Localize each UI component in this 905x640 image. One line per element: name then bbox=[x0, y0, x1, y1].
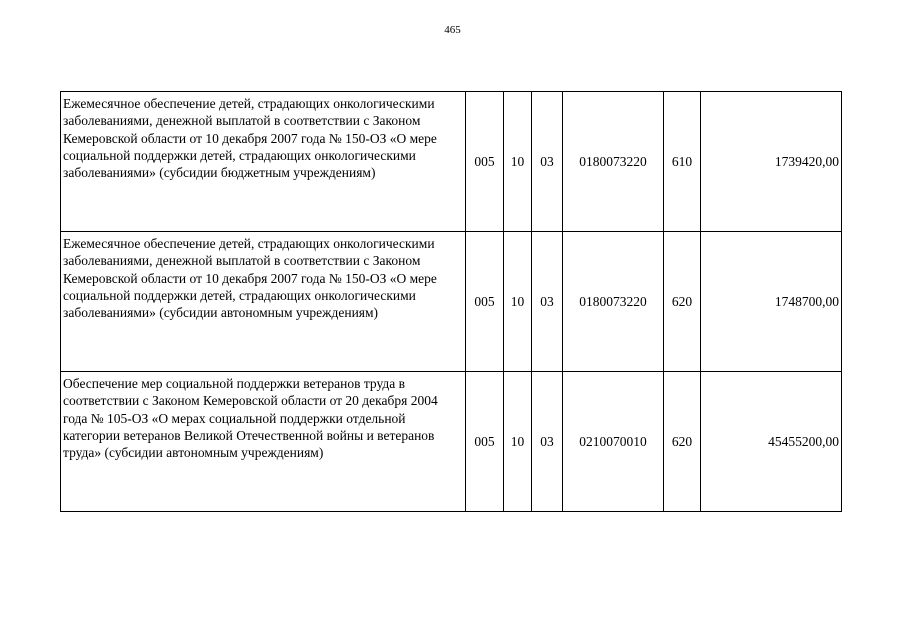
expense-type-cell: 610 bbox=[664, 92, 701, 232]
ministry-code-cell: 005 bbox=[466, 92, 504, 232]
page-number: 465 bbox=[444, 24, 461, 36]
target-article-cell: 0210070010 bbox=[563, 372, 664, 512]
expense-type-cell: 620 bbox=[664, 232, 701, 372]
section-code-cell: 10 bbox=[504, 232, 532, 372]
expense-type-cell: 620 bbox=[664, 372, 701, 512]
section-code-cell: 10 bbox=[504, 92, 532, 232]
target-article-cell: 0180073220 bbox=[563, 92, 664, 232]
budget-table bbox=[60, 91, 842, 512]
table-row bbox=[61, 232, 842, 372]
amount-cell: 45455200,00 bbox=[701, 372, 842, 512]
section-code-cell: 10 bbox=[504, 372, 532, 512]
row-name-cell: Ежемесячное обеспечение детей, страдающих онкологическими заболеваниями, денежной выплатой в соответствии с Законом Кемеровской области от 10 декабря 2007 года № 150-ОЗ «О мере социальной поддержки детей, страдающих онкологическими заболеваниями» (субсидии автономным учреждениям) bbox=[61, 232, 466, 372]
amount-cell: 1748700,00 bbox=[701, 232, 842, 372]
subsection-code-cell: 03 bbox=[532, 232, 563, 372]
row-name-cell: Обеспечение мер социальной поддержки ветеранов труда в соответствии с Законом Кемеровской области от 20 декабря 2004 года № 105-ОЗ «О мерах социальной поддержки отдельной категории ветеранов Великой Отечественной войны и ветеранов труда» (субсидии автономным учреждениям) bbox=[61, 372, 466, 512]
table-row bbox=[61, 372, 842, 512]
ministry-code-cell: 005 bbox=[466, 232, 504, 372]
target-article-cell: 0180073220 bbox=[563, 232, 664, 372]
row-name-cell: Ежемесячное обеспечение детей, страдающих онкологическими заболеваниями, денежной выплатой в соответствии с Законом Кемеровской области от 10 декабря 2007 года № 150-ОЗ «О мере социальной поддержки детей, страдающих онкологическими заболеваниями» (субсидии бюджетным учреждениям) bbox=[61, 92, 466, 232]
ministry-code-cell: 005 bbox=[466, 372, 504, 512]
subsection-code-cell: 03 bbox=[532, 92, 563, 232]
amount-cell: 1739420,00 bbox=[701, 92, 842, 232]
subsection-code-cell: 03 bbox=[532, 372, 563, 512]
table-row bbox=[61, 92, 842, 232]
